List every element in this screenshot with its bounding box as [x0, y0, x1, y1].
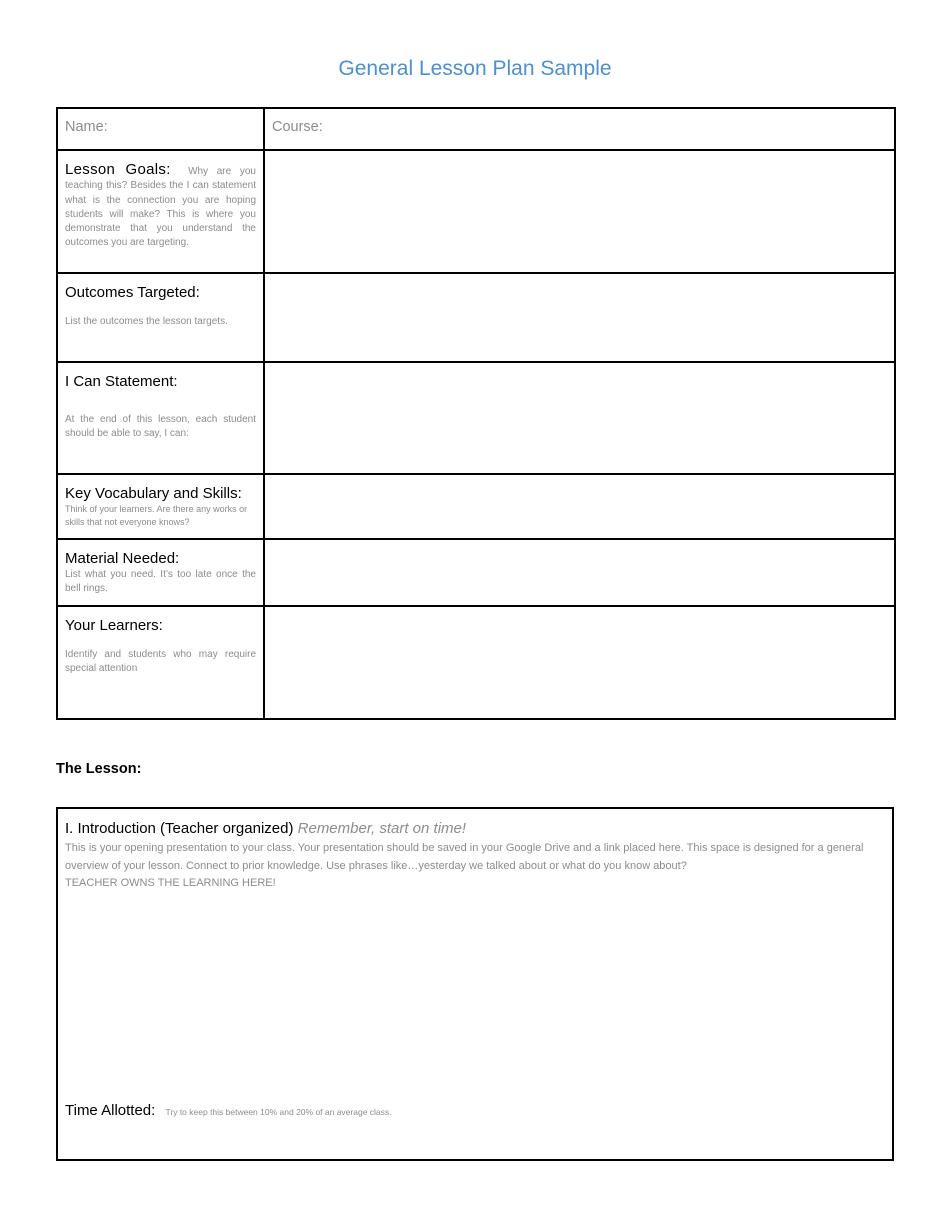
name-field[interactable]: Name:	[57, 108, 264, 150]
lesson-goals-help	[65, 161, 256, 251]
row-material-needed	[57, 539, 895, 606]
introduction-remember: Remember, start on time!	[297, 820, 467, 837]
lesson-goals-label-cell	[57, 150, 264, 273]
time-allotted-row	[65, 1102, 392, 1119]
introduction-title-text: I. Introduction (Teacher organized)	[65, 820, 294, 837]
row-key-vocabulary	[57, 474, 895, 539]
vocab-label: Key Vocabulary and Skills:	[65, 485, 242, 502]
vocab-input[interactable]	[264, 474, 895, 539]
material-input[interactable]	[264, 539, 895, 606]
introduction-title	[65, 819, 885, 839]
row-i-can-statement	[57, 362, 895, 474]
row-outcomes-targeted	[57, 273, 895, 362]
i-can-input[interactable]	[264, 362, 895, 474]
lesson-plan-table	[56, 107, 896, 720]
i-can-label-cell	[57, 362, 264, 474]
learners-label: Your Learners:	[65, 617, 163, 634]
lesson-goals-label: Lesson Goals:	[65, 161, 171, 178]
time-allotted-note: Try to keep this between 10% and 20% of an average class.	[165, 1107, 392, 1117]
vocab-label-cell	[57, 474, 264, 539]
learners-input[interactable]	[264, 606, 895, 719]
learners-help: Identify and students who may require special attention	[65, 649, 256, 675]
row-your-learners	[57, 606, 895, 719]
header-row	[57, 108, 895, 150]
material-label: Material Needed:	[65, 550, 180, 567]
time-allotted-label: Time Allotted:	[65, 1102, 156, 1119]
i-can-label: I Can Statement:	[65, 373, 178, 390]
lesson-goals-help-text: Why are you teaching this? Besides the I can statement what is the connection you are hoping students will make? This is where you demonstrate that you understand the outcomes you are targeting.	[65, 166, 256, 249]
outcomes-label: Outcomes Targeted:	[65, 284, 200, 301]
row-lesson-goals	[57, 150, 895, 273]
page-title: General Lesson Plan Sample	[338, 57, 612, 80]
introduction-box[interactable]	[56, 807, 894, 1161]
introduction-owns-note: TEACHER OWNS THE LEARNING HERE!	[65, 877, 276, 889]
outcomes-input[interactable]	[264, 273, 895, 362]
introduction-description: This is your opening presentation to your class. Your presentation should be saved in your Google Drive and a link placed here. This space is designed for a general overview of your lesson. Connect to prior knowledge. Use phrases like…yesterday we talked about or what do you know about?	[65, 842, 864, 872]
outcomes-help: List the outcomes the lesson targets.	[65, 316, 228, 327]
lesson-goals-input[interactable]	[264, 150, 895, 273]
lesson-heading: The Lesson:	[56, 761, 142, 777]
learners-label-cell	[57, 606, 264, 719]
i-can-help: At the end of this lesson, each student should be able to say, I can:	[65, 414, 256, 440]
outcomes-label-cell	[57, 273, 264, 362]
vocab-help: Think of your learners. Are there any works or skills that not everyone knows?	[65, 504, 248, 527]
course-field[interactable]: Course:	[264, 108, 895, 150]
material-label-cell	[57, 539, 264, 606]
material-help: List what you need. It’s too late once the bell rings.	[65, 569, 256, 595]
